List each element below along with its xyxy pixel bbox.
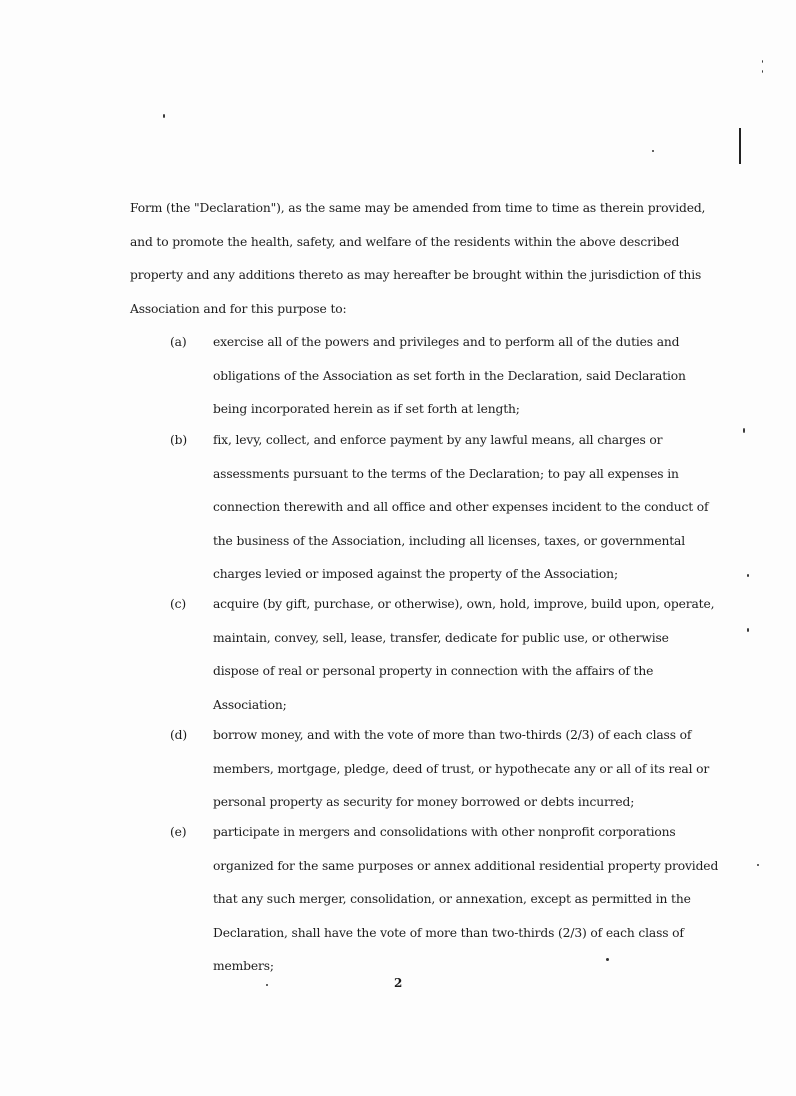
text-line: members, mortgage, pledge, deed of trust, or hypothecate any or all of its real or — [213, 761, 710, 776]
text-line: acquire (by gift, purchase, or otherwise), own, hold, improve, build upon, operate, — [213, 597, 715, 611]
scan-speck — [652, 150, 654, 152]
text-line: members; — [213, 959, 274, 973]
scan-speck — [163, 114, 165, 118]
text-line: organized for the same purposes or annex additional residential property provided — [213, 858, 719, 873]
text-line: property and any additions thereto as may hereafter be brought within the jurisdiction of this — [130, 268, 702, 282]
text-line: Association; — [213, 697, 287, 712]
item-label: (a) — [170, 335, 187, 349]
item-label: (d) — [170, 728, 188, 742]
text-line: charges levied or imposed against the property of the Association; — [213, 567, 618, 581]
text-line: personal property as security for money borrowed or debts incurred; — [213, 795, 635, 809]
text-line: connection therewith and all office and other expenses incident to the conduct of — [213, 500, 709, 514]
text-line: dispose of real or personal property in connection with the affairs of the — [213, 664, 654, 678]
scan-speck — [266, 984, 268, 986]
scan-speck — [743, 428, 745, 433]
item-text — [213, 326, 686, 427]
text-line: and to promote the health, safety, and welfare of the residents within the above described — [130, 234, 680, 249]
text-line: being incorporated herein as if set forth at length; — [213, 402, 520, 416]
text-line: Declaration, shall have the vote of more than two-thirds (2/3) of each class of — [213, 925, 684, 940]
scan-speck — [762, 60, 763, 63]
text-line: Form (the "Declaration"), as the same may be amended from time to time as therein provided, — [130, 201, 706, 215]
scan-speck — [747, 628, 749, 632]
scan-speck — [762, 70, 763, 73]
item-label: (c) — [170, 597, 187, 611]
text-line: that any such merger, consolidation, or annexation, except as permitted in the — [213, 892, 691, 906]
text-line: the business of the Association, including all licenses, taxes, or governmental — [213, 533, 685, 548]
text-line: exercise all of the powers and privileges and to perform all of the duties and — [213, 335, 680, 349]
item-text — [213, 424, 709, 592]
text-line: maintain, convey, sell, lease, transfer, dedicate for public use, or otherwise — [213, 630, 669, 645]
text-line: assessments pursuant to the terms of the Declaration; to pay all expenses in — [213, 466, 679, 481]
text-line: participate in mergers and consolidations with other nonprofit corporations — [213, 825, 676, 839]
item-text — [213, 588, 715, 722]
item-text — [213, 719, 710, 820]
scan-speck — [757, 864, 759, 866]
page-number: 2 — [394, 976, 403, 990]
text-line: fix, levy, collect, and enforce payment by any lawful means, all charges or — [213, 433, 663, 447]
item-text — [213, 816, 719, 984]
intro-paragraph — [130, 192, 706, 326]
text-line: borrow money, and with the vote of more than two-thirds (2/3) of each class of — [213, 728, 692, 742]
scan-margin-mark — [739, 128, 741, 164]
text-line: obligations of the Association as set forth in the Declaration, said Declaration — [213, 368, 686, 383]
item-label: (e) — [170, 825, 187, 839]
item-label: (b) — [170, 433, 188, 447]
text-line: Association and for this purpose to: — [130, 301, 347, 316]
scan-speck — [747, 574, 749, 577]
